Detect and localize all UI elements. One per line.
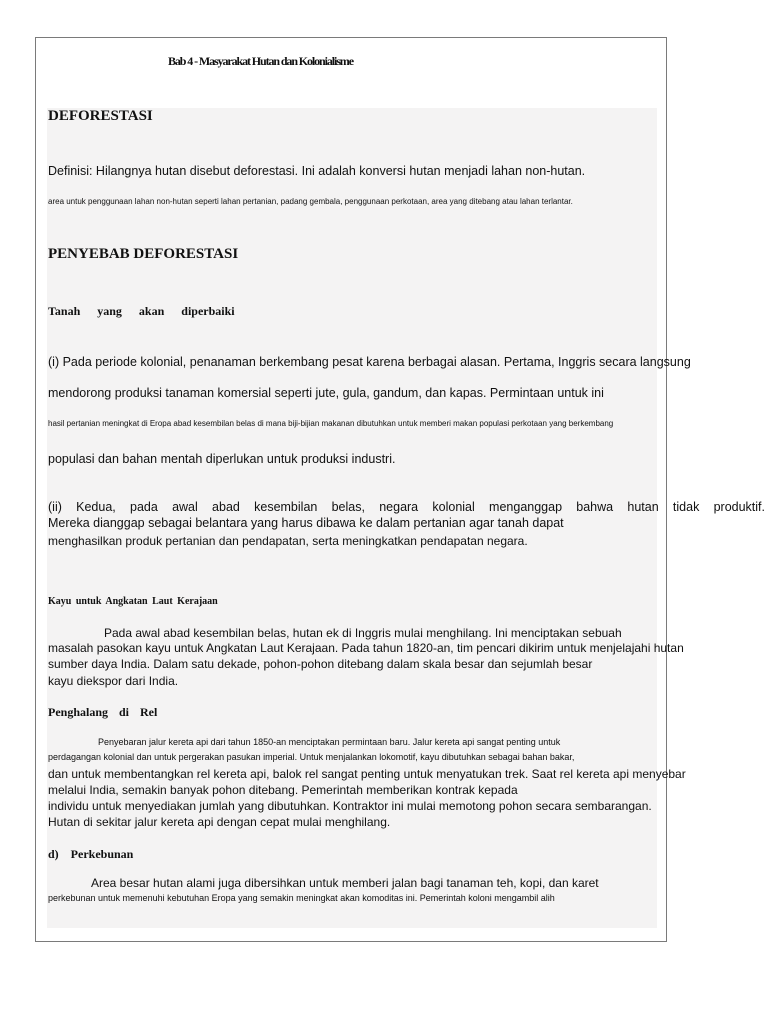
definition-text: Definisi: Hilangnya hutan disebut deforestasi. Ini adalah konversi hutan menjadi lahan non-hutan. bbox=[48, 164, 586, 178]
subheading-kayu: Kayu untuk Angkatan Laut Kerajaan bbox=[48, 596, 218, 607]
paragraph-ii-line-1: (ii) Kedua, pada awal abad kesembilan belas, negara kolonial menganggap bahwa hutan tidak produktif. bbox=[48, 500, 765, 514]
section-title-penyebab: PENYEBAB DEFORESTASI bbox=[48, 246, 239, 262]
penghalang-line-3: dan untuk membentangkan rel kereta api, balok rel sangat penting untuk menyatukan trek. Saat rel kereta api menyebar bbox=[48, 767, 686, 781]
kayu-line-4: kayu diekspor dari India. bbox=[48, 674, 179, 688]
perkebunan-line-2: perkebunan untuk memenuhi kebutuhan Eropa yang semakin meningkat akan komoditas ini. Pemerintah koloni mengambil alih bbox=[48, 893, 555, 903]
subheading-penghalang: Penghalang di Rel bbox=[48, 705, 158, 719]
paragraph-ii-line-3: menghasilkan produk pertanian dan pendapatan, serta meningkatkan pendapatan negara. bbox=[48, 534, 528, 548]
penghalang-line-6: Hutan di sekitar jalur kereta api dengan cepat mulai menghilang. bbox=[48, 815, 391, 829]
page-header: Bab 4 - Masyarakat Hutan dan Kolonialisme bbox=[168, 54, 353, 68]
paragraph-ii-line-2: Mereka dianggap sebagai belantara yang harus dibawa ke dalam pertanian agar tanah dapat bbox=[48, 516, 564, 530]
definition-small-text: area untuk penggunaan lahan non-hutan seperti lahan pertanian, padang gembala, penggunaan perkotaan, area yang ditebang atau lahan terlantar. bbox=[48, 197, 573, 206]
kayu-line-2: masalah pasokan kayu untuk Angkatan Laut Kerajaan. Pada tahun 1820-an, tim pencari dikirim untuk menjelajahi hutan bbox=[48, 641, 684, 655]
subheading-perkebunan: d) Perkebunan bbox=[48, 847, 134, 861]
penghalang-line-5: individu untuk menyediakan jumlah yang dibutuhkan. Kontraktor ini mulai memotong pohon secara sembarangan. bbox=[48, 799, 652, 813]
section-title-deforestasi: DEFORESTASI bbox=[48, 108, 153, 124]
subheading-tanah: Tanah yang akan diperbaiki bbox=[48, 304, 235, 318]
paragraph-i-line-4: populasi dan bahan mentah diperlukan untuk produksi industri. bbox=[48, 452, 396, 466]
penghalang-line-2: perdagangan kolonial dan untuk pergerakan pasukan imperial. Untuk menjalankan lokomotif, kayu dibutuhkan sebagai bahan bakar, bbox=[48, 752, 575, 762]
paragraph-i-line-2: mendorong produksi tanaman komersial seperti jute, gula, gandum, dan kapas. Permintaan untuk ini bbox=[48, 386, 604, 400]
penghalang-line-1: Penyebaran jalur kereta api dari tahun 1850-an menciptakan permintaan baru. Jalur kereta api sangat penting untuk bbox=[98, 737, 561, 747]
kayu-line-3: sumber daya India. Dalam satu dekade, pohon-pohon ditebang dalam skala besar dan sejumlah besar bbox=[48, 657, 593, 671]
perkebunan-line-1: Area besar hutan alami juga dibersihkan untuk memberi jalan bagi tanaman teh, kopi, dan karet bbox=[91, 876, 599, 890]
paragraph-i-small-line: hasil pertanian meningkat di Eropa abad kesembilan belas di mana biji-bijian makanan dibutuhkan untuk memberi makan populasi perkotaan yang berkembang bbox=[48, 419, 614, 428]
penghalang-line-4: melalui India, semakin banyak pohon ditebang. Pemerintah memberikan kontrak kepada bbox=[48, 783, 518, 797]
kayu-line-1: Pada awal abad kesembilan belas, hutan ek di Inggris mulai menghilang. Ini menciptakan sebuah bbox=[104, 626, 622, 640]
paragraph-i-line-1: (i) Pada periode kolonial, penanaman berkembang pesat karena berbagai alasan. Pertama, Inggris secara langsung bbox=[48, 355, 691, 369]
